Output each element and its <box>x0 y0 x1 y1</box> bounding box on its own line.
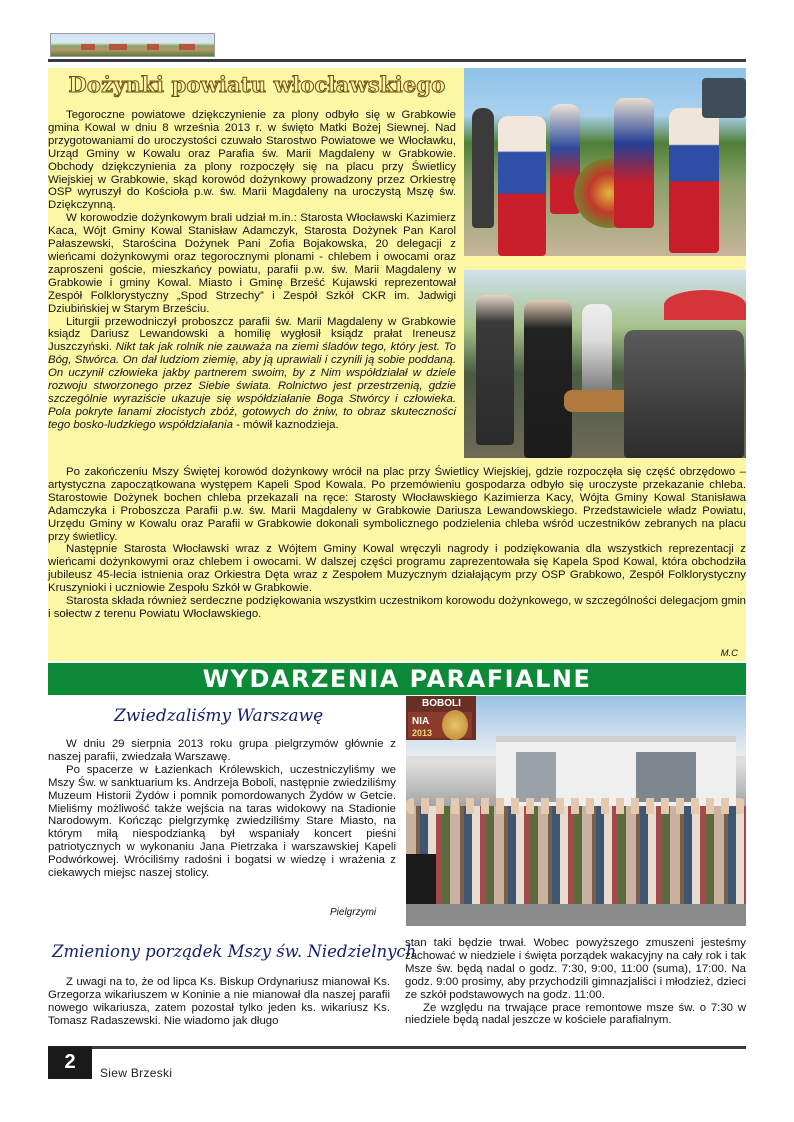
warsaw-paragraph: W dniu 29 sierpnia 2013 roku grupa pielgrzymów głównie z naszej parafii, zwiedzała Warszawę. <box>48 738 396 763</box>
liturgy-intro: Liturgii przewodniczył proboszcz parafii św. Marii Magdaleny w Grabkowie ksiądz Dariusz Lewandowski a homilię wygłosił ksiądz prałat Ireneusz Juszczyński. <box>48 315 456 354</box>
harvest-paragraph: Tegoroczne powiatowe dziękczynienie za plony odbyło się w Grabkowie gmina Kowal w dniu 8 września 2013 r. w święto Matki Bożej Siewnej. Nad przygotowaniami do uroczystości czuwało Starostwo Powiatowe we Włocławku, Urząd Gminy w Kowalu oraz Parafia św. Marii Magdaleny w Grabkowie. Obchody dziękczynienia za plony rozpoczęły się na placu przy Świetlicy Wiejskiej w Grabkowie, skąd korowód dożynkowy prowadzony przez Orkiestrę OSP wyruszył do Kościoła p.w. św. Marii Magdaleny na uroczystą Mszę św. Dziękczynną. <box>48 109 456 212</box>
bread-ceremony-photo <box>464 270 746 458</box>
folk-costume-women-photo <box>464 68 746 256</box>
warsaw-paragraph: Po spacerze w Łazienkach Królewskich, uczestniczyliśmy we Mszy Św. w sanktuarium ks. Andrzeja Boboli, następnie zwiedziliśmy Muzeum Historii Żydów i pomnik pomordowanych Żydów w Getcie. Mieliśmy możliwość także wejścia na taras widokowy na Stadionie Narodowym. Kończąc pielgrzymkę zwiedziliśmy Stare Miasto, na którym miłą niespodzianką był wspaniały koncert pieśni patriotycznych w wykonaniu Jana Pietrzaka i warszawskiej Kapeli Podwórkowej. Wróciliśmy radośni i bogatsi w wiedzę i wrażenia z ciekawych miejsc naszej stolicy. <box>48 763 396 880</box>
harvest-liturgy-paragraph <box>48 316 456 432</box>
harvest-article-left-column <box>48 109 456 432</box>
warsaw-author: Pielgrzymi <box>330 907 377 918</box>
footer-rule <box>92 1046 746 1049</box>
warsaw-article-title: Zwiedzaliśmy Warszawę <box>114 706 324 726</box>
church-sign-text: BOBOLI <box>422 698 461 709</box>
harvest-article-full-column <box>48 466 746 621</box>
harvest-article-title: Dożynki powiatu włocławskiego <box>68 72 446 97</box>
mass-paragraph: Z uwagi na to, że od lipca Ks. Biskup Ordynariusz mianował Ks. Grzegorza wikariuszem w Koninie a nie mianował dla naszej parafii nowego wikariusza, zatem pozostał tylko jeden ks. wikariusz Ks. Tomasz Radaszewski. Nie wiadomo jak długo <box>48 976 390 1027</box>
mass-paragraph: Ze względu na trwające prace remontowe msze św. o 7:30 w niedziele będą nadal jeszcze w kościele parafialnym. <box>405 1001 746 1027</box>
mass-order-right-column <box>405 937 746 1027</box>
homily-quote: Nikt tak jak rolnik nie zauważa na ziemi śladów tego, który jest. To Bóg, Stwórca. On dał ludziom ziemię, aby ją uprawiali i czynili ją sobie poddaną. On uczynił człowieka jakby partnerem swoim, by z Nim współdziałał w dziele rozwoju stworzonego przez Siebie świata. Rolnictwo jest przestrzenią, gdzie szczególnie wyraziście ukazuje się współdziałanie Boga Stwórcy i człowieka. Pola pokryte łanami złocistych zbóż, gotowych do żniw, to obraz skuteczności tego bosko-ludzkiego współdziałania <box>48 341 456 431</box>
harvest-author: M.C <box>720 648 738 659</box>
church-sign-year: 2013 <box>412 728 433 738</box>
publication-name: Siew Brzeski <box>100 1066 173 1080</box>
mass-paragraph: stan taki będzie trwał. Wobec powyższego zmuszeni jesteśmy zachować w niedziele i święta porządek wakacyjny na cały rok i tak Msze św. będą nadal o godz. 7:30, 9:00, 11:00 (suma), 17:00. Na godz. 9:00 prosimy, aby przychodzili gimnazjaliści i młodzież, dzieci ze szkół podstawowych na godz. 11:00. <box>405 937 746 1001</box>
mass-order-left-column <box>48 976 390 1028</box>
parish-events-heading: WYDARZENIA PARAFIALNE <box>202 665 592 693</box>
header-rule <box>48 59 746 62</box>
church-sign-text: NIA <box>412 716 430 727</box>
warsaw-article-body <box>48 738 396 880</box>
harvest-paragraph: Starosta składa również serdeczne podziękowania wszystkim uczestnikom korowodu dożynkowego, w szczególności delegacjom gmin i sołectw z terenu Powiatu Włocławskiego. <box>48 595 746 620</box>
parish-events-banner <box>48 663 746 695</box>
harvest-paragraph: Po zakończeniu Mszy Świętej korowód dożynkowy wrócił na plac przy Świetlicy Wiejskiej, gdzie rozpoczęła się część obrzędowo – artystyczna zapoczątkowana występem Kapeli Spod Kowala. Po przemówieniu gospodarza odbyło się uroczyste przekazanie chleba. Starostowie Dożynek bochen chleba przekazali na ręce: Starosty Włocławskiego Kazimierza Kacy, Wójta Gminy Kowal Stanisława Adamczyka i Proboszcza Parafii p.w. św. Marii Magdaleny w Grabkowie Dariusza Lewandowskiego. Przedstawiciele władz Powiatu, Urzędu Gminy w Kowalu oraz Parafii w Grabkowie dokonali symbolicznego podzielenia chleba wśród uczestników zebranych na placu przy świetlicy. <box>48 466 746 543</box>
harvest-paragraph: Następnie Starosta Włocławski wraz z Wójtem Gminy Kowal wręczyli nagrody i podziękowania dla wszystkich reprezentacji z wieńcami dożynkowymi oraz chlebem i owocami. W dalszej części programu zaprezentowała się Kapela Spod Kowal, która obchodziła jubileusz 45-lecia istnienia oraz Orkiestra Dęta wraz z Zespołem Muzycznym działającym przy OSP Grabkowo, Zespół Folklorystyczny Kruszynioki i uczniowie Zespołu Szkół w Grabkowie. <box>48 543 746 595</box>
liturgy-tail: - mówił kaznodzieja. <box>232 418 339 431</box>
header-landscape-image <box>50 33 215 57</box>
page-number: 2 <box>48 1046 92 1079</box>
harvest-paragraph: W korowodzie dożynkowym brali udział m.in.: Starosta Włocławski Kazimierz Kaca, Wójt Gminy Kowal Stanisław Adamczyk, Starosta Dożynek Pan Karol Pałaszewski, Starościna Dożynek Pani Zofia Bojakowska, 20 delegacji z wieńcami dożynkowymi oraz tegorocznymi plonami - chlebem i owocami oraz zaproszeni goście, mieszkańcy powiatu, parafii p.w. św. Marii Magdaleny w Grabkowie i gminy Kowal. Miasto i Gminę Brześć Kujawski reprezentował Zespół Folklorystyczny „Spod Strzechy” i Zespół Szkół CKR im. Jadwigi Dziubińskiej w Starym Brześciu. <box>48 212 456 315</box>
pilgrims-group-photo <box>406 696 746 926</box>
mass-order-title: Zmieniony porządek Mszy św. Niedzielnych <box>52 942 417 961</box>
